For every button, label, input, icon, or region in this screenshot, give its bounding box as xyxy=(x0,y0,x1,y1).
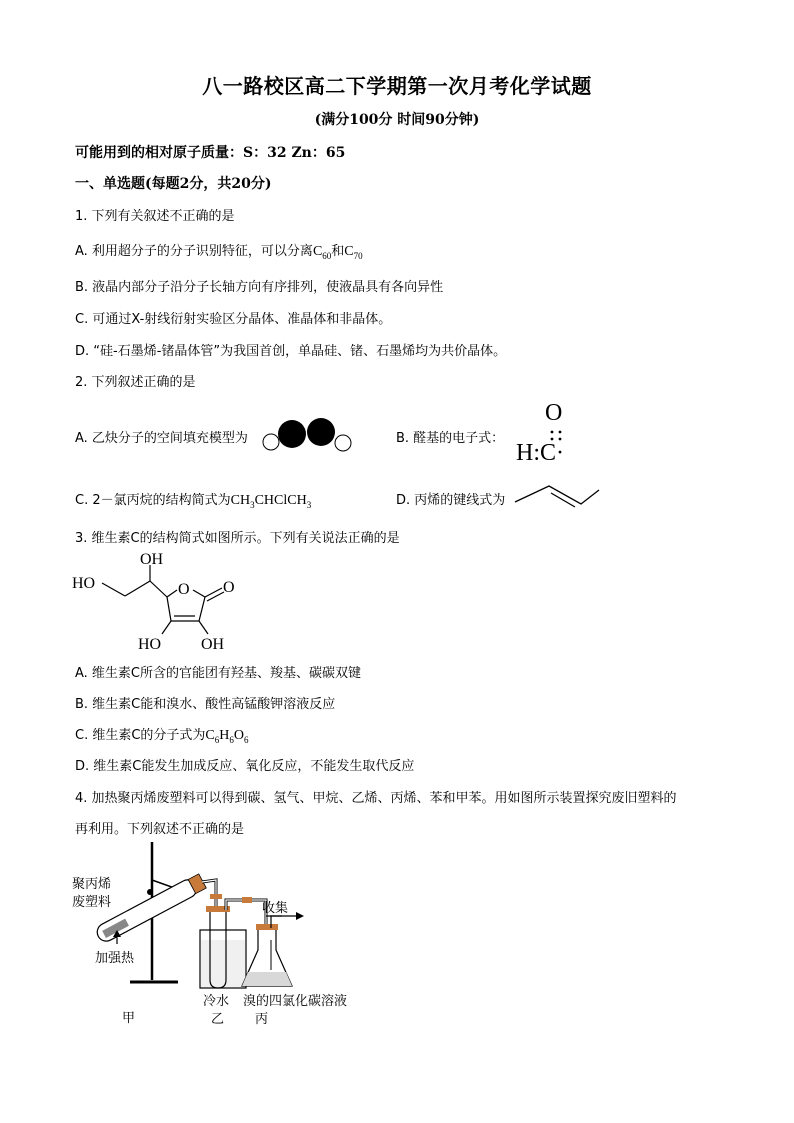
vitamin-c-formula: $C_6H_6O_6$ xyxy=(205,728,249,745)
question-1-stem: 1. 下列有关叙述不正确的是 xyxy=(75,209,235,224)
question-1-option-a xyxy=(75,240,363,261)
exam-info: (满分100分 时间90分钟) xyxy=(314,112,480,128)
mol-ho-bottom: HO xyxy=(138,636,162,653)
c-atom-right xyxy=(307,418,335,446)
mol-ho-left: HO xyxy=(72,575,96,592)
vitamin-c-structure xyxy=(70,548,250,658)
question-2-option-b: B. 醛基的电子式： xyxy=(396,431,505,446)
aldehyde-h-c: H:C· xyxy=(516,440,564,466)
mol-o-ring: O xyxy=(178,581,190,598)
fig-cold-water-label: 冷水 xyxy=(203,993,230,1008)
h-atom-right xyxy=(335,435,351,451)
aldehyde-oxygen: O xyxy=(545,400,563,426)
fig-jia-label: 甲 xyxy=(122,1010,136,1025)
chloropropane-formula: $CH_3CHClCH_3$ xyxy=(230,493,312,510)
mol-oh-bottom: OH xyxy=(201,636,225,653)
c70-formula: $C_{70}$ xyxy=(344,244,363,261)
c60-formula: $C_{60}$ xyxy=(312,244,332,261)
atomic-mass-note: 可能用到的相对原子质量：S：32 Zn：65 xyxy=(75,145,346,161)
section-heading: 一、单选题(每题2分，共20分) xyxy=(75,176,272,192)
fig-bing-label: 丙 xyxy=(255,1011,269,1026)
plastic-pyrolysis-apparatus xyxy=(70,840,370,1030)
h-atom-left xyxy=(263,434,279,450)
fig-plastic-label-1: 聚丙烯 xyxy=(72,876,112,891)
question-2-option-c xyxy=(75,489,311,510)
page-title: 八一路校区高二下学期第一次月考化学试题 xyxy=(202,74,592,98)
question-3-stem: 3. 维生素C的结构简式如图所示。下列有关说法正确的是 xyxy=(75,531,400,546)
question-2-option-a: A. 乙炔分子的空间填充模型为 xyxy=(75,431,248,446)
option-c-label: C. 维生素C的分子式为 xyxy=(75,728,206,743)
question-2-option-d: D. 丙烯的键线式为 xyxy=(396,493,506,508)
question-3-option-d: D. 维生素C能发生加成反应、氧化反应，不能发生取代反应 xyxy=(75,759,415,774)
question-3-option-a: A. 维生素C所含的官能团有羟基、羧基、碳碳双键 xyxy=(75,666,362,681)
fig-yi-label: 乙 xyxy=(211,1011,225,1026)
question-3-option-c xyxy=(75,724,249,745)
question-1-option-d: D. “硅-石墨烯-锗晶体管”为我国首创，单晶硅、锗、石墨烯均为共价晶体。 xyxy=(75,344,507,359)
fig-bromine-label: 溴的四氯化碳溶液 xyxy=(243,993,348,1008)
option-a-text: A. 利用超分子的分子识别特征，可以分离 xyxy=(75,244,313,259)
fig-plastic-label-2: 废塑料 xyxy=(72,894,112,909)
and-text: 和 xyxy=(331,244,345,259)
fig-heat-label: 加强热 xyxy=(95,950,135,965)
question-1-option-c: C. 可通过X-射线衍射实验区分晶体、准晶体和非晶体。 xyxy=(75,312,392,327)
fig-collect-label: 收集 xyxy=(262,900,289,915)
question-1-option-b: B. 液晶内部分子沿分子长轴方向有序排列，使液晶具有各向异性 xyxy=(75,280,444,295)
question-3-option-b: B. 维生素C能和溴水、酸性高锰酸钾溶液反应 xyxy=(75,697,336,712)
question-4-stem-line1: 4. 加热聚丙烯废塑料可以得到碳、氢气、甲烷、乙烯、丙烯、苯和甲苯。用如图所示装置探究废旧塑料的 xyxy=(75,791,677,806)
option-c-label: C. 2－氯丙烷的结构简式为 xyxy=(75,493,231,508)
propene-skeletal-formula xyxy=(513,484,603,512)
acetylene-space-filling-model xyxy=(262,416,354,454)
question-4-stem-line2: 再利用。下列叙述不正确的是 xyxy=(75,822,245,837)
c-atom-left xyxy=(278,420,306,448)
mol-o-carbonyl: O xyxy=(223,579,235,596)
question-2-stem: 2. 下列叙述正确的是 xyxy=(75,375,196,390)
mol-oh-top: OH xyxy=(140,551,164,568)
